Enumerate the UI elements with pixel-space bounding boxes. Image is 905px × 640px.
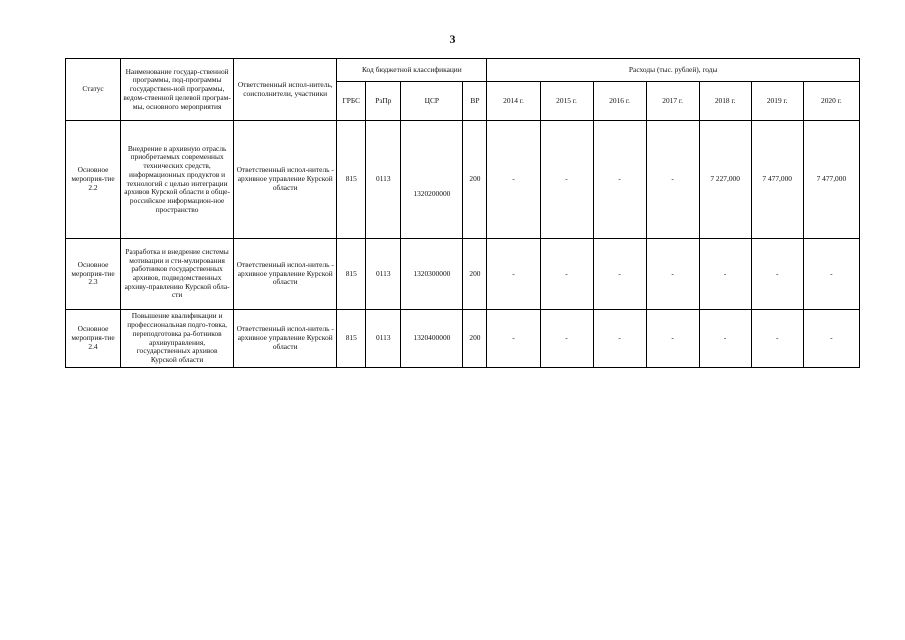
budget-table [65,58,860,368]
header-responsible: Ответственный испол-нитель, соисполнители, участники [234,59,337,121]
header-year: 2017 г. [646,82,699,121]
cell-csr: 1320300000 [401,239,463,310]
header-year: 2019 г. [751,82,803,121]
header-vr: ВР [463,82,487,121]
cell-value: - [699,239,751,310]
cell-value: - [751,310,803,368]
cell-value: - [646,239,699,310]
cell-status: Основное мероприя-тие 2.4 [66,310,121,368]
cell-grbs: 815 [337,239,366,310]
cell-value: - [803,239,859,310]
table-row [66,310,860,368]
cell-value: - [803,310,859,368]
cell-value: - [646,121,699,239]
page-number: 3 [449,32,456,46]
header-year: 2014 г. [487,82,540,121]
header-year: 2015 г. [540,82,593,121]
cell-value: - [487,239,540,310]
header-budget-code: Код бюджетной классификации [337,59,487,82]
cell-name: Внедрение в архивную отрасль приобретаемых современных технических средств, информационных продуктов и технологий с целью интеграции архивов Курской области в обще-российское информацион-ное пространство [121,121,234,239]
cell-vr: 200 [463,239,487,310]
cell-value: - [699,310,751,368]
header-row-1 [66,59,860,82]
header-grbs: ГРБС [337,82,366,121]
cell-name: Повышение квалификации и профессиональная подго-товка, переподготовка ра-ботников архивуправления, государственных архивов Курской области [121,310,234,368]
cell-value: - [751,239,803,310]
header-rzpr: РзПр [366,82,401,121]
cell-responsible: Ответственный испол-нитель - архивное управление Курской области [234,310,337,368]
cell-csr: 1320400000 [401,310,463,368]
cell-value: - [487,310,540,368]
table-row [66,121,860,239]
cell-value: 7 477,000 [803,121,859,239]
cell-rzpr: 0113 [366,121,401,239]
cell-csr: 1320200000 [401,121,463,239]
header-expenses: Расходы (тыс. рублей), годы [487,59,860,82]
header-year: 2016 г. [593,82,646,121]
cell-value: 7 477,000 [751,121,803,239]
cell-vr: 200 [463,310,487,368]
cell-status: Основное мероприя-тие 2.3 [66,239,121,310]
cell-value: - [540,310,593,368]
table-row [66,239,860,310]
cell-responsible: Ответственный испол-нитель - архивное управление Курской области [234,239,337,310]
cell-value: 7 227,000 [699,121,751,239]
header-csr: ЦСР [401,82,463,121]
header-name: Наименование государ-ственной программы, под-программы государствен-ной программы, ведом-ственной целевой програм-мы, основного мероприятия [121,59,234,121]
cell-vr: 200 [463,121,487,239]
header-year: 2018 г. [699,82,751,121]
cell-rzpr: 0113 [366,239,401,310]
cell-value: - [593,239,646,310]
cell-rzpr: 0113 [366,310,401,368]
header-status: Статус [66,59,121,121]
cell-grbs: 815 [337,121,366,239]
cell-value: - [646,310,699,368]
cell-grbs: 815 [337,310,366,368]
cell-name: Разработка и внедрение системы мотивации и сти-мулирования работников государственных архивов, подведомственных архиву-правлению Курской обла-сти [121,239,234,310]
cell-value: - [540,239,593,310]
header-year: 2020 г. [803,82,859,121]
cell-value: - [540,121,593,239]
cell-responsible: Ответственный испол-нитель - архивное управление Курской области [234,121,337,239]
cell-value: - [593,121,646,239]
cell-status: Основное мероприя-тие 2.2 [66,121,121,239]
cell-value: - [487,121,540,239]
cell-value: - [593,310,646,368]
